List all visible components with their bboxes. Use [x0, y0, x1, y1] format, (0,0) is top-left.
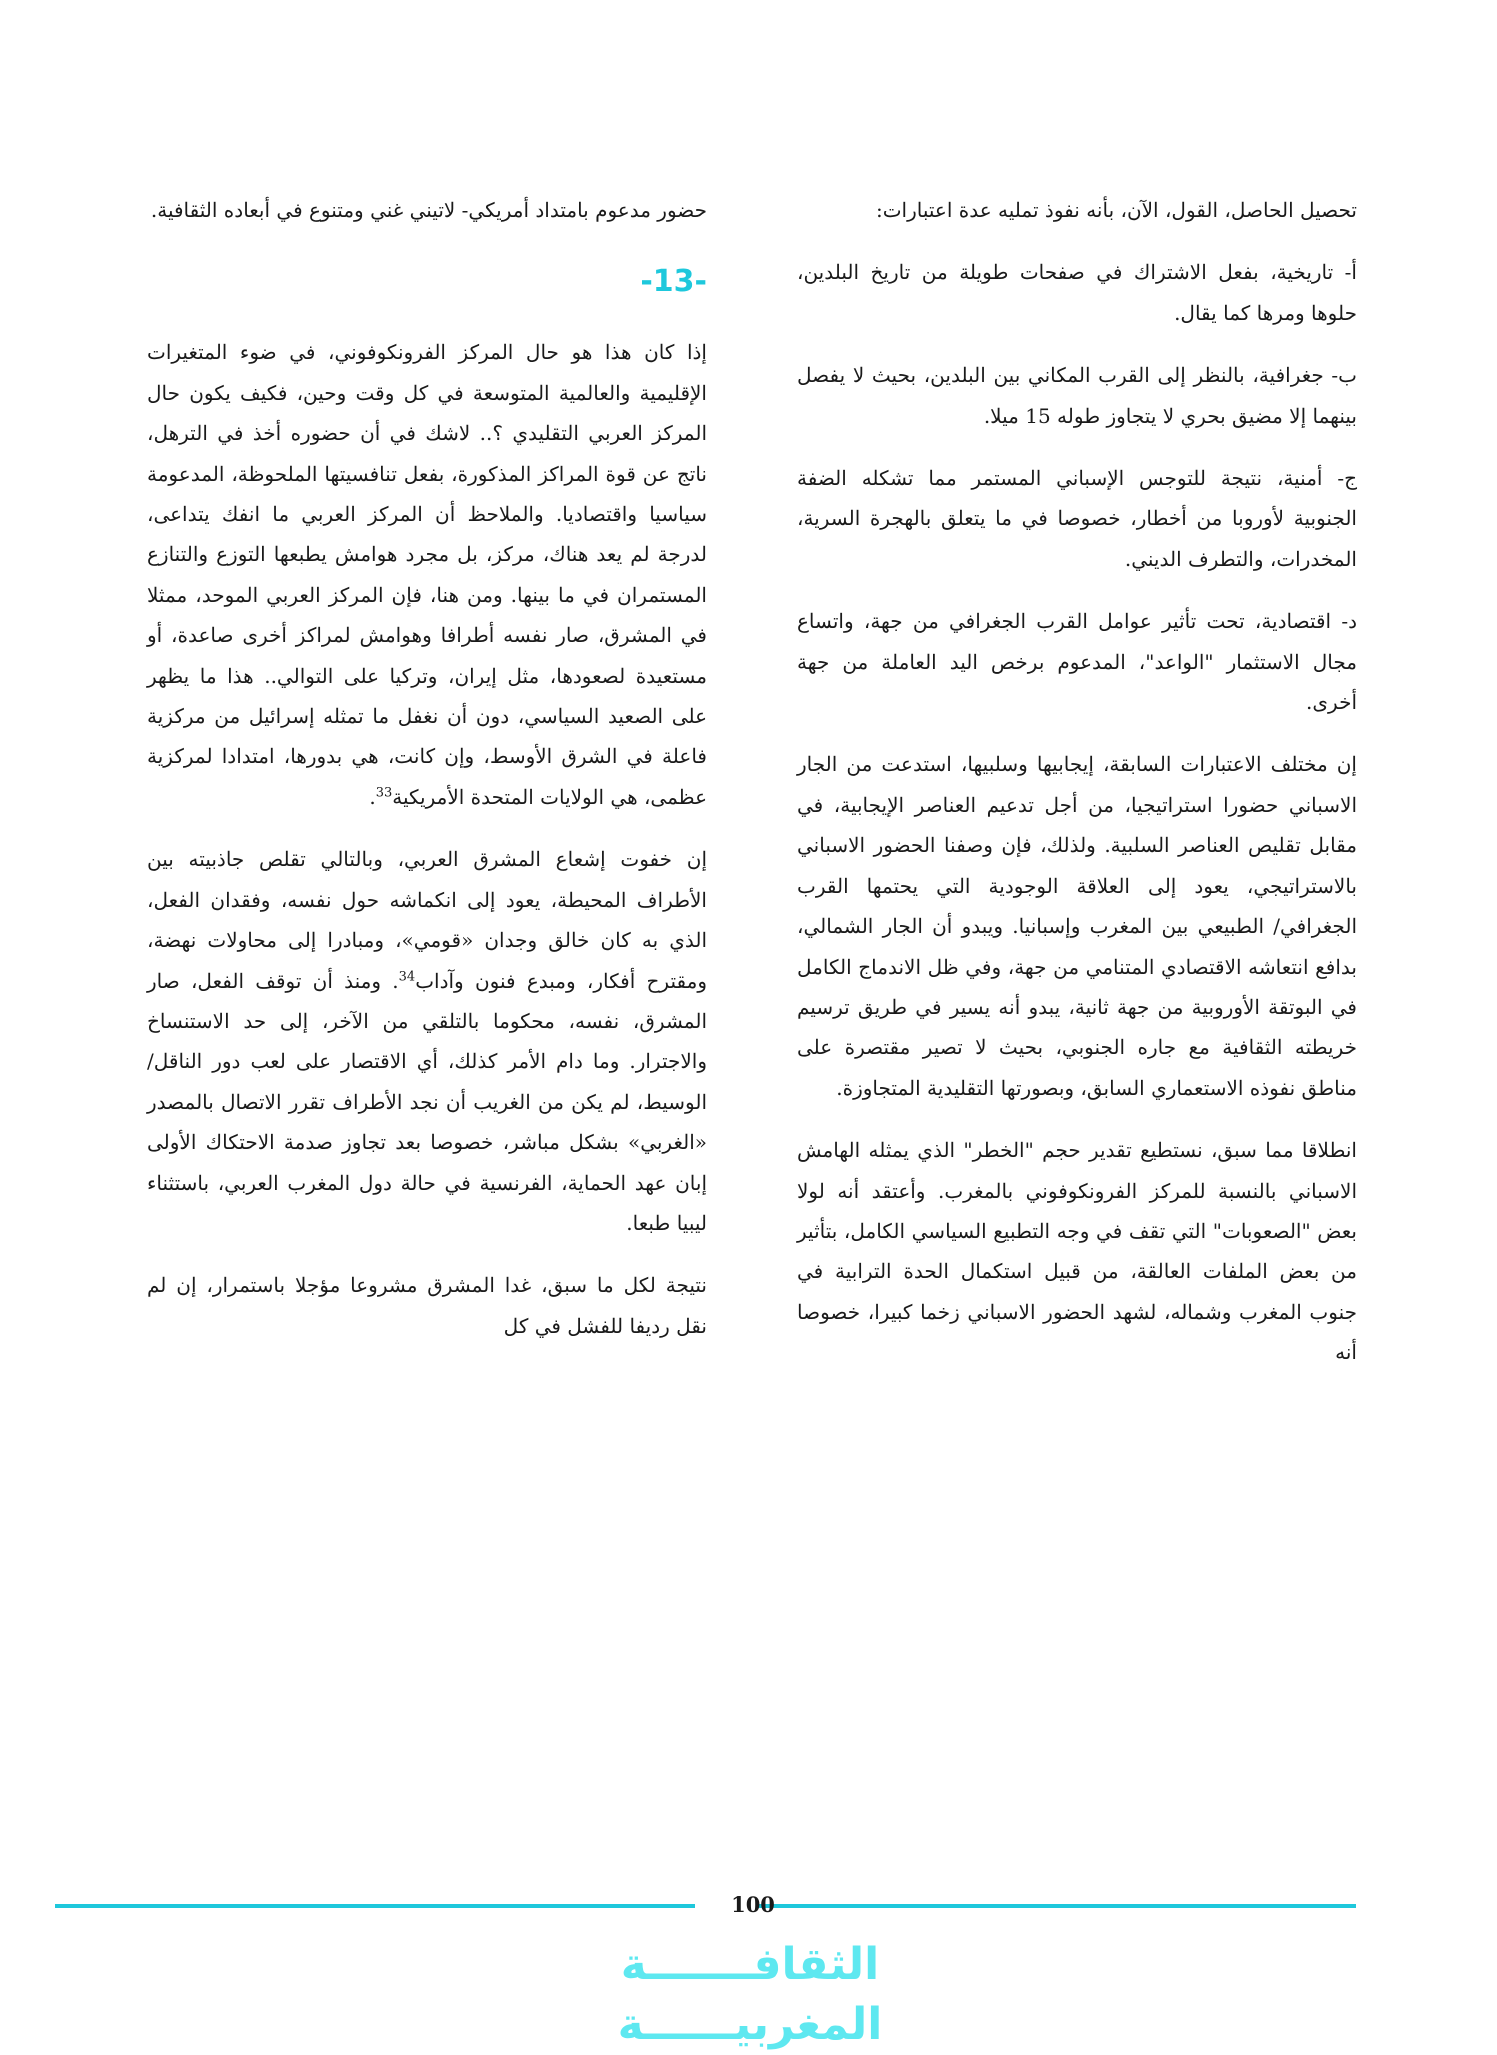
- page-number: 100: [731, 1892, 775, 1917]
- paragraph-historical: أ- تاريخية، بفعل الاشتراك في صفحات طويلة من تاريخ البلدين، حلوها ومرها كما يقال.: [797, 260, 1357, 325]
- paragraph-strategic-presence: إن مختلف الاعتبارات السابقة، إيجابيها وسلبيها، استدعت من الجار الاسباني حضورا استراتيجيا، من أجل تدعيم العناصر الإيجابية، في مقابل تقليص العناصر السلبية. ولذلك، فإن وصفنا الحضور الاسباني بالاستراتيجي، يعود إلى العلاقة الوجودية التي يحتمها القرب الجغرافي/ الطبيعي بين المغرب وإسبانيا. ويبدو أن الجار الشمالي، بدافع انتعاشه الاقتصادي المتنامي من جهة، وفي ظل الاندماج الكامل في البوتقة الأوروبية من جهة ثانية، يبدو أنه يسير في طريق ترسيم خريطته الثقافية مع جاره الجنوبي، بحيث لا تصير مقتصرة على مناطق نفوذه الاستعماري السابق، وبصورتها التقليدية المتجاوزة.: [797, 752, 1357, 1100]
- paragraph-mashreq-decline-rest: . ومنذ أن توقف الفعل، صار المشرق، نفسه، محكوما بالتلقي من الآخر، إلى حد الاستنساخ والاجترار. وما دام الأمر كذلك، أي الاقتصار على لعب دور الناقل/ الوسيط، لم يكن من الغريب أن نجد الأطراف تقرر الاتصال بالمصدر «الغربي» بشكل مباشر، خصوصا بعد تجاوز صدمة الاحتكاك الأولى إبان عهد الحماية، الفرنسية في حالة دول المغرب العربي، باستثناء ليبيا طبعا.: [147, 968, 707, 1235]
- magazine-title: الثقافـــــــة المغربيــــــة: [617, 1939, 883, 2050]
- footnote-ref-33[interactable]: 33: [375, 785, 393, 801]
- footnote-ref-34[interactable]: 34: [398, 968, 416, 984]
- section-number: -13-: [640, 264, 707, 300]
- footer-rule-left: [55, 1904, 695, 1908]
- paragraph-spanish-margin: انطلاقا مما سبق، نستطيع تقدير حجم "الخطر" الذي يمثله الهامش الاسباني بالنسبة للمركز الفرونكوفوني بالمغرب. وأعتقد أنه لولا بعض "الصعوبات" التي تقف في وجه التطبيع السياسي الكامل، بتأثير من بعض الملفات العالقة، من قبيل استكمال الحدة الترابية في جنوب المغرب وشماله، لشهد الحضور الاسباني زخما كبيرا، خصوصا أنه: [797, 1138, 1357, 1365]
- paragraph-mashreq-decline-text: إن خفوت إشعاع المشرق العربي، وبالتالي تقلص جاذبيته بين الأطراف المحيطة، يعود إلى انكماشه حول نفسه، وفقدان الفعل، الذي به كان خالق وجدان «قومي»، ومبادرا إلى محاولات نهضة، ومقترح أفكار، ومبدع فنون وآداب: [147, 847, 707, 993]
- footer-rule-right: [756, 1904, 1356, 1908]
- paragraph-intro: تحصيل الحاصل، القول، الآن، بأنه نفوذ تمليه عدة اعتبارات:: [875, 198, 1357, 222]
- left-column: [147, 190, 707, 1368]
- paragraph-arab-center-text: إذا كان هذا هو حال المركز الفرونكوفوني، في ضوء المتغيرات الإقليمية والعالمية المتوسعة في كل وقت وحين، فكيف يكون حال المركز العربي التقليدي ؟.. لاشك في أن حضوره أخذ في الترهل، ناتج عن قوة المراكز المذكورة، بفعل تنافسيتها الملحوظة، المدعومة سياسيا واقتصاديا. والملاحظ أن المركز العربي ما انفك يتداعى، لدرجة لم يعد هناك، مركز، بل مجرد هوامش يطبعها التوزع والتنازع المستمران في ما بينها. ومن هنا، فإن المركز العربي الموحد، ممثلا في المشرق، صار نفسه أطرافا وهوامش لمراكز أخرى صاعدة، أو مستعيدة لصعودها، مثل إيران، وتركيا على التوالي.. هذا ما يظهر على الصعيد السياسي، دون أن نغفل ما تمثله إسرائيل من مركزية فاعلة في الشرق الأوسط، وإن كانت، هي بدورها، امتدادا لمركزية عظمى، هي الولايات المتحدة الأمريكية: [147, 340, 707, 809]
- paragraph-arab-center-end: .: [369, 784, 376, 809]
- paragraph-arab-center: [147, 332, 707, 817]
- paragraph-mashreq-decline: [147, 839, 707, 1243]
- right-column: [797, 190, 1357, 1395]
- paragraph-geographical: ب- جغرافية، بالنظر إلى القرب المكاني بين البلدين، بحيث لا يفصل بينهما إلا مضيق بحري لا يتجاوز طوله 15 ميلا.: [797, 363, 1357, 428]
- paragraph-security: ج- أمنية، نتيجة للتوجس الإسباني المستمر مما تشكله الضفة الجنوبية لأوروبا من أخطار، خصوصا في ما يتعلق بالهجرة السرية، المخدرات، والتطرف الديني.: [797, 466, 1357, 571]
- paragraph-economic: د- اقتصادية، تحت تأثير عوامل القرب الجغرافي من جهة، واتساع مجال الاستثمار "الواعد"، المدعوم برخص اليد العاملة من جهة أخرى.: [797, 609, 1357, 715]
- paragraph-conclusion: نتيجة لكل ما سبق، غدا المشرق مشروعا مؤجلا باستمرار، إن لم نقل رديفا للفشل في كل: [147, 1273, 707, 1338]
- paragraph-continuation: حضور مدعوم بامتداد أمريكي- لاتيني غني ومتنوع في أبعاده الثقافية.: [150, 198, 707, 222]
